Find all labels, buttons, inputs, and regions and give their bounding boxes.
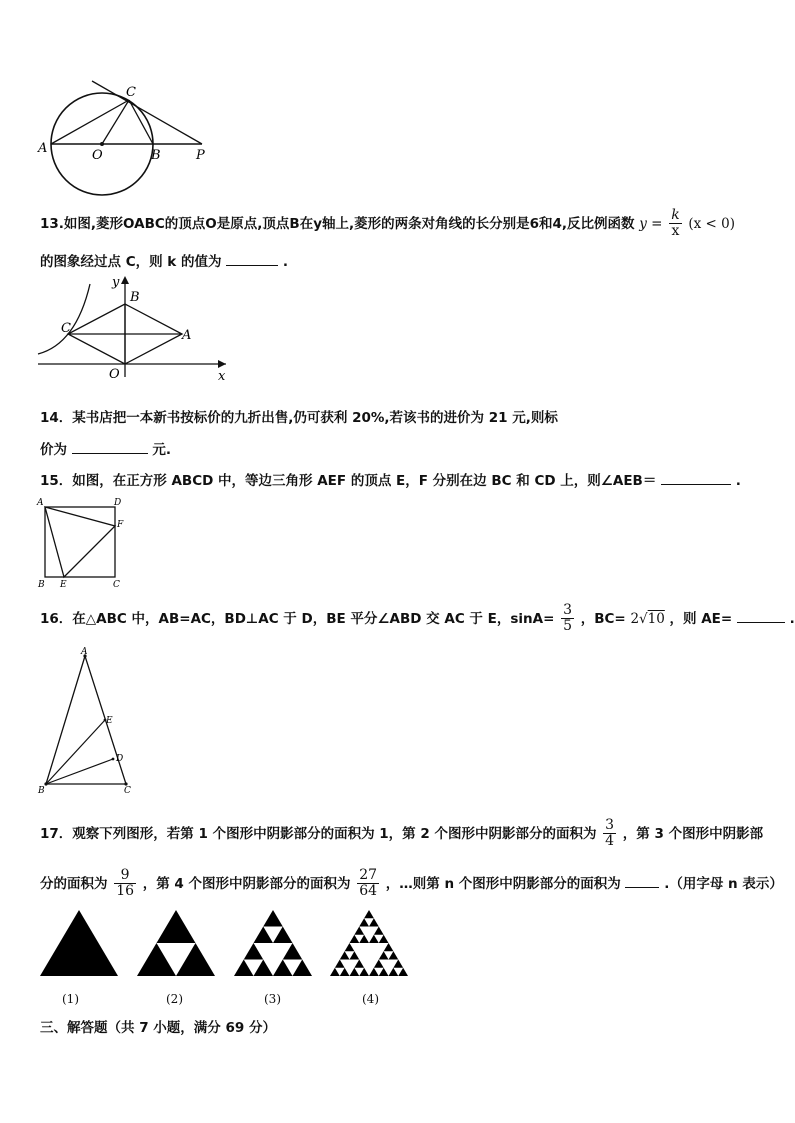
q17-text-b: ，第 3 个图形中阴影部 xyxy=(622,825,764,842)
q13-frac-num: k xyxy=(671,207,680,223)
label-b: B xyxy=(38,786,45,796)
label-e: E xyxy=(106,716,113,726)
q15-period: . xyxy=(735,473,741,489)
label-c: C xyxy=(126,85,136,100)
label-e: E xyxy=(60,580,67,590)
q13-text2: 的图象经过点 C，则 k 的值为 xyxy=(40,254,222,270)
q17-text3: ，第 4 个图形中阴影部分的面积为 xyxy=(142,875,351,892)
q14-text: 14．某书店把一本新书按标价的九折出售,仍可获利 20%,若该书的进价为 21 元,则标 xyxy=(40,410,558,426)
q17-fraction-1: $\frac{3}{4}$ xyxy=(605,817,615,850)
q16-mid: ，BC= xyxy=(580,610,626,627)
q13-line1 xyxy=(40,208,735,240)
label-f: F xyxy=(117,520,124,530)
q13-func: y = xyxy=(639,215,663,232)
q17-line2 xyxy=(40,868,783,900)
q14-unit: 元. xyxy=(152,442,172,458)
q17-fraction-3: $\frac{27}{64}$ xyxy=(359,867,378,900)
caption-3: (3) xyxy=(264,992,281,1006)
circle-tangent-figure xyxy=(34,76,224,168)
q17-text5: .（用字母 n 表示） xyxy=(664,875,783,892)
triangle-figure xyxy=(34,648,144,798)
q17-text4: ，…则第 n 个图形中阴影部分的面积为 xyxy=(385,875,621,892)
q13-frac-den: x xyxy=(671,223,680,240)
label-o: O xyxy=(109,367,120,382)
label-x: x xyxy=(218,369,226,384)
q14-line2 xyxy=(40,438,171,458)
label-c: C xyxy=(61,321,71,336)
label-y: y xyxy=(112,275,120,290)
label-b: B xyxy=(38,580,45,590)
answer-blank xyxy=(226,264,278,266)
q16-bc-coef: 2 xyxy=(630,610,640,627)
q16-tail: ，则 AE= xyxy=(669,610,733,627)
q16-period: . xyxy=(789,610,795,627)
q16-body: 16．在△ABC 中，AB=AC，BD⊥AC 于 D，BE 平分∠ABD 交 AC 于 E，sinA= xyxy=(40,610,555,627)
black-triangle xyxy=(40,910,118,976)
q15-body: 15．如图，在正方形 ABCD 中，等边三角形 AEF 的顶点 E，F 分别在边 BC 和 CD 上，则∠AEB＝ xyxy=(40,473,657,489)
answer-blank xyxy=(737,621,785,623)
q16-text: 16．在△ABC 中，AB=AC，BD⊥AC 于 D，BE 平分∠ABD 交 AC 于 E，sinA= $\frac{3}{5}$ ，BC= 2√10 ，则 AE= . xyxy=(40,602,795,635)
q13-text: 13.如图,菱形OABC的顶点O是原点,顶点B在y轴上,菱形的两条对角线的长分别是6和4,反比例函数 xyxy=(40,215,635,232)
q13-line2 xyxy=(40,250,288,270)
caption-2: (2) xyxy=(166,992,183,1006)
square-figure xyxy=(34,495,130,591)
q15-text xyxy=(40,469,741,489)
label-p: P xyxy=(196,148,205,163)
answer-blank xyxy=(661,483,731,485)
q13-fraction xyxy=(669,208,681,240)
label-a: A xyxy=(37,498,44,508)
answer-blank xyxy=(72,452,148,454)
answer-blank xyxy=(625,886,659,888)
label-b: B xyxy=(151,148,161,163)
q13-cond: (x < 0) xyxy=(688,215,736,232)
q14-text2: 价为 xyxy=(40,442,67,458)
caption-4: (4) xyxy=(362,992,379,1006)
label-c: C xyxy=(124,786,131,796)
label-c: C xyxy=(113,580,120,590)
q16-bc-rad: 10 xyxy=(647,610,665,627)
label-a: A xyxy=(38,141,48,156)
section-heading: 三、解答题（共 7 小题，满分 69 分） xyxy=(40,1020,276,1036)
q17-text: 17．观察下列图形，若第 1 个图形中阴影部分的面积为 1，第 2 个图形中阴影部分的面积为 xyxy=(40,825,597,842)
q17-fraction-2: $\frac{9}{16}$ xyxy=(116,867,135,900)
q17-text2: 分的面积为 xyxy=(40,875,108,892)
caption-1: (1) xyxy=(62,992,79,1006)
sierpinski-captions xyxy=(34,992,426,1012)
label-d: D xyxy=(116,754,124,764)
rhombus-figure xyxy=(36,272,236,384)
label-o: O xyxy=(92,148,103,163)
q13-period: . xyxy=(282,254,289,270)
label-d: D xyxy=(114,498,122,508)
label-a: A xyxy=(81,647,88,657)
label-a: A xyxy=(182,328,192,343)
q16-fraction: $\frac{3}{5}$ xyxy=(563,602,573,635)
q14-line1 xyxy=(40,406,558,426)
label-b: B xyxy=(130,290,140,305)
q17-line1 xyxy=(40,818,763,850)
